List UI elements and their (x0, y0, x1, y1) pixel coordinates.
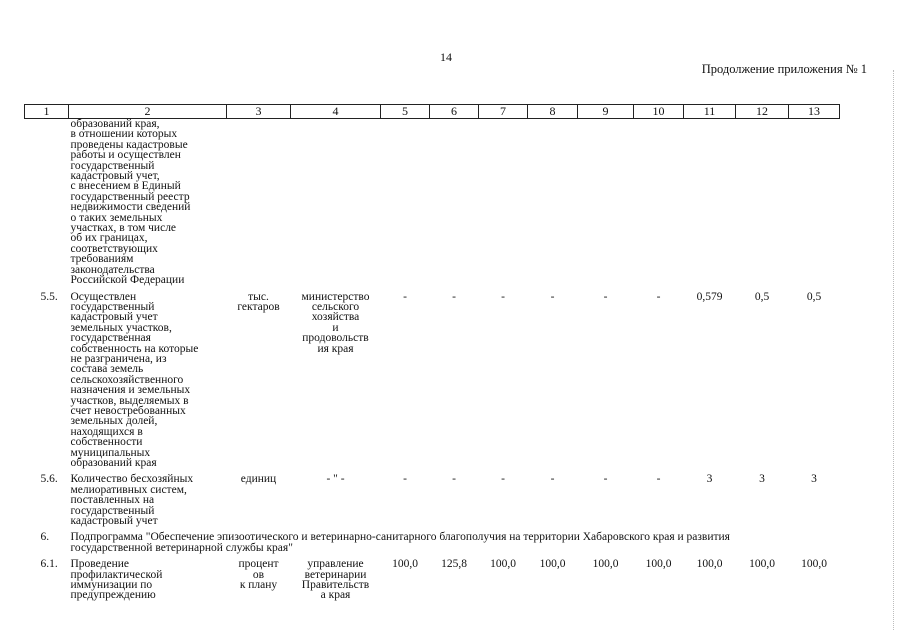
responsible-cell: управление ветеринарии Правительств а края (301, 558, 370, 602)
table-row (25, 292, 840, 469)
header-cell: 5 (381, 105, 430, 119)
value-cell (684, 119, 736, 286)
continuation-label: Продолжение приложения № 1 (701, 62, 867, 76)
row-number: 5.5. (40, 290, 58, 303)
value-cell: - (603, 290, 608, 303)
value-cell: 3 (759, 473, 765, 486)
header-cell: 9 (578, 105, 634, 119)
value-cell: 100,0 (696, 558, 723, 571)
responsible-cell (291, 119, 381, 286)
value-cell: - (550, 473, 555, 486)
indicator-name: Количество бесхозяйных мелиоративных систем, поставленных на государственный кадастровый учет (70, 473, 194, 528)
value-cell: - (403, 290, 407, 303)
value-cell (578, 119, 634, 286)
value-cell (736, 119, 789, 286)
indicators-table (24, 104, 840, 601)
scan-edge-line (893, 70, 894, 630)
value-cell: 0,5 (754, 290, 770, 303)
responsible-cell: - " - (326, 473, 345, 486)
value-cell (479, 119, 528, 286)
header-cell: 4 (291, 105, 381, 119)
value-cell: 0,579 (696, 290, 723, 303)
header-cell: 7 (479, 105, 528, 119)
header-cell: 10 (634, 105, 684, 119)
value-cell: - (452, 290, 456, 303)
value-cell: 100,0 (801, 558, 827, 571)
value-cell (634, 119, 684, 286)
table-header-row (25, 105, 840, 119)
row-number: 6.1. (40, 558, 58, 571)
value-cell: 100,0 (749, 558, 775, 571)
value-cell: 100,0 (645, 558, 672, 571)
value-cell: 3 (706, 473, 713, 486)
indicator-name: Проведение профилактической иммунизации по предупреждению (70, 558, 163, 602)
responsible-cell: министерство сельского хозяйства и продовольств ия края (301, 290, 370, 355)
value-cell: - (403, 473, 407, 486)
header-cell: 11 (684, 105, 736, 119)
header-cell: 6 (430, 105, 479, 119)
value-cell: 0,5 (806, 290, 822, 303)
value-cell: - (550, 290, 555, 303)
unit-cell: тыс. гектаров (237, 290, 280, 313)
row-number: 5.6. (40, 473, 58, 486)
header-cell: 2 (69, 105, 227, 119)
row-number (25, 119, 69, 286)
value-cell (381, 119, 430, 286)
table-row (25, 474, 840, 526)
value-cell: - (656, 473, 661, 486)
header-cell: 1 (25, 105, 69, 119)
value-cell: 3 (811, 473, 817, 486)
value-cell: 100,0 (592, 558, 619, 571)
indicator-name: образований края, в отношении которых проведены кадастровые работы и осуществлен государственный кадастровый учет, с внесением в Единый государственный реестр недвижимости сведений о таких земельных участках, в том числе об их границах, соответствующих требованиям законодательства Российской Федерации (70, 118, 191, 287)
value-cell: - (656, 290, 661, 303)
header-cell: 13 (789, 105, 840, 119)
value-cell: 100,0 (490, 558, 516, 571)
subprogram-number: 6. (40, 531, 50, 544)
page-number: 14 (440, 50, 452, 64)
value-cell (528, 119, 578, 286)
subprogram-title: Подпрограмма "Обеспечение эпизоотического и ветеринарно-санитарного благополучия на территории Хабаровского края и развития государственной ветеринарной службы края" (70, 531, 730, 554)
value-cell: - (501, 290, 505, 303)
header-cell: 12 (736, 105, 789, 119)
value-cell: - (603, 473, 608, 486)
value-cell (789, 119, 840, 286)
unit-cell: единиц (240, 473, 277, 486)
indicator-name: Осуществлен государственный кадастровый учет земельных участков, государственная собственность на которые не разграничена, из состава земель сельскохозяйственного назначения и земельных участков, выделяемых в счет невостребованных земельных долей, находящихся в собственности муниципальных образований края (70, 290, 199, 469)
header-cell: 3 (227, 105, 291, 119)
subprogram-row (25, 532, 840, 553)
table-row (25, 559, 840, 601)
value-cell (430, 119, 479, 286)
value-cell: 125,8 (441, 558, 467, 571)
value-cell: - (501, 473, 505, 486)
value-cell: 100,0 (392, 558, 418, 571)
value-cell: 100,0 (539, 558, 566, 571)
table-row (25, 119, 840, 286)
unit-cell: процент ов к плану (238, 558, 279, 592)
value-cell: - (452, 473, 456, 486)
unit-cell (227, 119, 291, 286)
header-cell: 8 (528, 105, 578, 119)
